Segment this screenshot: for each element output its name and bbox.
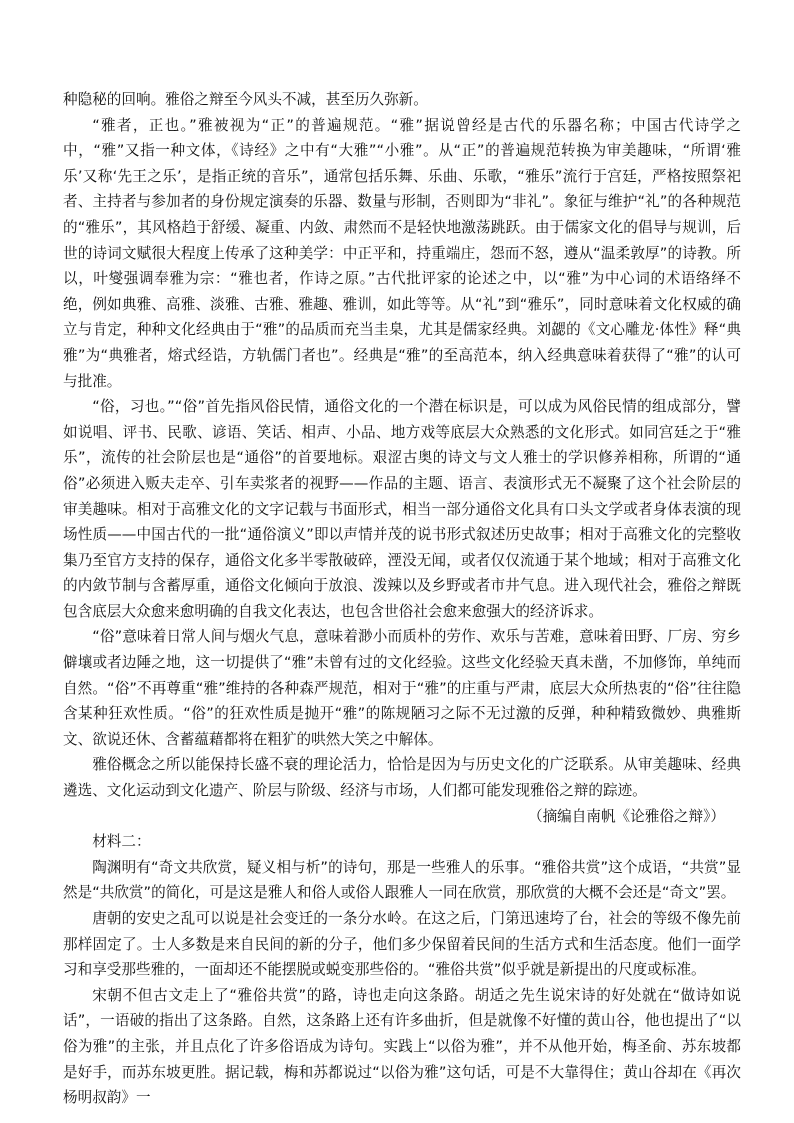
source-citation: （摘编自南帆《论雅俗之辩》） xyxy=(527,807,725,825)
paragraph-ya: “雅者，正也。”雅被视为“正”的普遍规范。“雅”据说曾经是古代的乐器名称；中国古代诗学之中，“雅”又指一种文体，《诗经》之中有“大雅”“小雅”。从“正”的普遍规范转换为审美趣味，“所谓‘雅乐’又称‘先王之乐’，是指正统的音乐”，通常包括乐舞、乐曲、乐歌，“雅乐”流行于宫廷，严格按照祭祀者、主持者与参加者的身份规定演奏的乐器、数量与形制，否则即为“非礼”。象征与维护“礼”的各种规范的“雅乐”，其风格趋于舒缓、凝重、内敛、肃然而不是轻快地激荡跳跃。由于儒家文化的倡导与规训，后世的诗词文赋很大程度上传承了这种美学：中正平和，持重端庄，怨而不怒，遵从“温柔敦厚”的诗教。所以，叶燮强调奉雅为宗：“雅也者，作诗之原。”古代批评家的论述之中，以“雅”为中心词的术语络绎不绝，例如典雅、高雅、淡雅、古雅、雅趣、雅训，如此等等。从“礼”到“雅乐”，同时意味着文化权威的确立与肯定，种种文化经典由于“雅”的品质而充当圭臬，尤其是儒家经典。刘勰的《文心雕龙·体性》释“典雅”为“典雅者，熔式经诰，方轨儒门者也”。经典是“雅”的至高范本，纳入经典意味着获得了“雅”的认可与批准。 xyxy=(63,116,741,390)
paragraph-su: “俗，习也。”“俗”首先指风俗民情，通俗文化的一个潜在标识是，可以成为风俗民情的组成部分，譬如说唱、评书、民歌、谚语、笑话、相声、小品、地方戏等底层大众熟悉的文化形式。如同宫廷之于“雅乐”，流传的社会阶层也是“通俗”的首要地标。艰涩古奥的诗文与文人雅士的学识修养相称，所谓的“通俗”必须进入贩夫走卒、引车卖浆者的视野——作品的主题、语言、表演形式无不凝聚了这个社会阶层的审美趣味。相对于高雅文化的文字记载与书面形式，相当一部分通俗文化具有口头文学或者身体表演的现场性质——中国古代的一批“通俗演义”即以声情并茂的说书形式叙述历史故事；相对于高雅文化的完整收集乃至官方支持的保存，通俗文化多半零散破碎，湮没无闻，或者仅仅流通于某个地域；相对于高雅文化的内敛节制与含蓄厚重，通俗文化倾向于放浪、泼辣以及乡野或者市井气息。进入现代社会，雅俗之辩既包含底层大众愈来愈明确的自我文化表达，也包含世俗社会愈来愈强大的经济诉求。 xyxy=(63,398,741,620)
paragraph-conclusion: 雅俗概念之所以能保持长盛不衰的理论活力，恰恰是因为与历史文化的广泛联系。从审美趣味、经典遴选、文化运动到文化遗产、阶层与阶级、经济与市场，人们都可能发现雅俗之辩的踪迹。 xyxy=(63,756,741,800)
article-body xyxy=(63,87,741,1111)
paragraph-song-dynasty: 宋朝不但古文走上了“雅俗共赏”的路，诗也走向这条路。胡适之先生说宋诗的好处就在“做诗如说话”，一语破的指出了这条路。自然，这条路上还有许多曲折，但是就像不好懂的黄山谷，他也提出了“以俗为雅”的主张，并且点化了许多俗语成为诗句。实践上“以俗为雅”，并不从他开始，梅圣俞、苏东坡都是好手，而苏东坡更胜。据记载，梅和苏都说过“以俗为雅”这句话，可是不大靠得住；黄山谷却在《再次杨明叔韵》一 xyxy=(63,986,741,1107)
paragraph-tao-yuanming: 陶渊明有“奇文共欣赏，疑义相与析”的诗句，那是一些雅人的乐事。“雅俗共赏”这个成语，“共赏”显然是“共欣赏”的简化，可是这是雅人和俗人或俗人跟雅人一同在欣赏，那欣赏的大概不会还是“奇文”罢。 xyxy=(63,858,741,902)
paragraph-tang-dynasty: 唐朝的安史之乱可以说是社会变迁的一条分水岭。在这之后，门第迅速垮了台，社会的等级不像先前那样固定了。士人多数是来自民间的新的分子，他们多少保留着民间的生活方式和生活态度。他们一面学习和享受那些雅的，一面却还不能摆脱或蜕变那些俗的。“雅俗共赏”似乎就是新提出的尺度或标准。 xyxy=(63,910,741,979)
paragraph-su-daily: “俗”意味着日常人间与烟火气息，意味着渺小而质朴的劳作、欢乐与苦难，意味着田野、厂房、穷乡僻壤或者边陲之地，这一切提供了“雅”未曾有过的文化经验。这些文化经验天真未凿，不加修饰，单纯而自然。“俗”不再尊重“雅”维持的各种森严规范，相对于“雅”的庄重与严肃，底层大众所热衷的“俗”往往隐含某种狂欢性质。“俗”的狂欢性质是抛开“雅”的陈规陋习之际不无过激的反弹，种种精致微妙、典雅斯文、欲说还休、含蓄蕴藉都将在粗犷的哄然大笑之中解体。 xyxy=(63,628,741,748)
paragraph-continuation: 种隐秘的回响。雅俗之辩至今风头不减，甚至历久弥新。 xyxy=(63,91,428,108)
section-heading-material-two: 材料二： xyxy=(92,833,151,851)
